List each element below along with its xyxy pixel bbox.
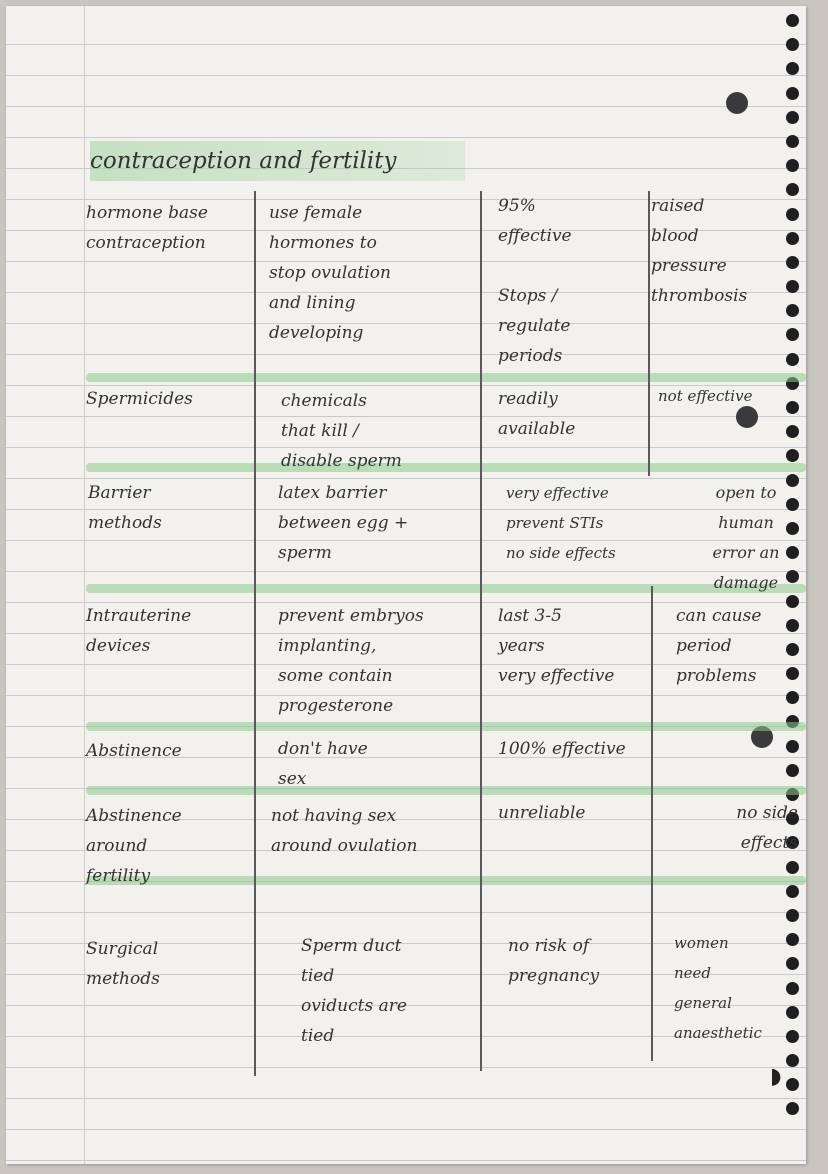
column-line <box>480 191 482 1071</box>
page-title: contraception and fertility <box>90 141 465 181</box>
row-divider-highlight <box>86 722 806 731</box>
table-cell-how: use female hormones to stop ovulation and lining developing <box>269 203 391 343</box>
table-cell-pros: unreliable <box>498 803 586 823</box>
table-cell-method: hormone base contraception <box>86 203 208 253</box>
table-cell-how: prevent embryos implanting, some contain progesterone <box>278 606 424 716</box>
table-cell-cons: women need general anaesthetic <box>674 934 762 1042</box>
table-cell-cons: not effective <box>658 387 753 405</box>
table-cell-pros: 100% effective <box>498 739 626 759</box>
table-cell-how: not having sex around ovulation <box>271 806 418 856</box>
margin-line <box>84 6 85 1164</box>
table-cell-how: Sperm duct tied oviducts are tied <box>301 936 407 1046</box>
table-cell-pros: 95% effective Stops / regulate periods <box>498 196 572 366</box>
table-cell-cons: can cause period problems <box>676 606 762 686</box>
table-cell-how: don't have sex <box>278 739 368 789</box>
table-cell-how: chemicals that kill / disable sperm <box>281 391 402 471</box>
table-cell-cons: raised blood pressure thrombosis <box>651 196 748 306</box>
doodle-icon: ◗ <box>770 1064 782 1089</box>
table-cell-pros: very effective prevent STIs no side effects <box>506 484 616 562</box>
punch-hole <box>726 92 748 114</box>
table-cell-method: Intrauterine devices <box>86 606 192 656</box>
column-line <box>254 191 256 1076</box>
table-cell-cons: no side effects <box>736 803 798 853</box>
table-cell-method: Spermicides <box>86 389 193 409</box>
table-cell-method: Barrier methods <box>88 483 162 533</box>
table-cell-cons: open to human error an damage <box>712 483 780 592</box>
table-cell-method: Abstinence around fertility <box>86 806 182 886</box>
column-line <box>651 586 653 1061</box>
table-cell-method: Surgical methods <box>86 939 160 989</box>
table-cell-pros: no risk of pregnancy <box>508 936 600 986</box>
table-cell-method: Abstinence <box>86 741 182 761</box>
table-cell-pros: last 3-5 years very effective <box>498 606 615 686</box>
table-cell-pros: readily available <box>498 389 576 439</box>
notebook-page <box>6 6 806 1164</box>
table-cell-how: latex barrier between egg + sperm <box>278 483 409 563</box>
column-line <box>648 191 650 476</box>
